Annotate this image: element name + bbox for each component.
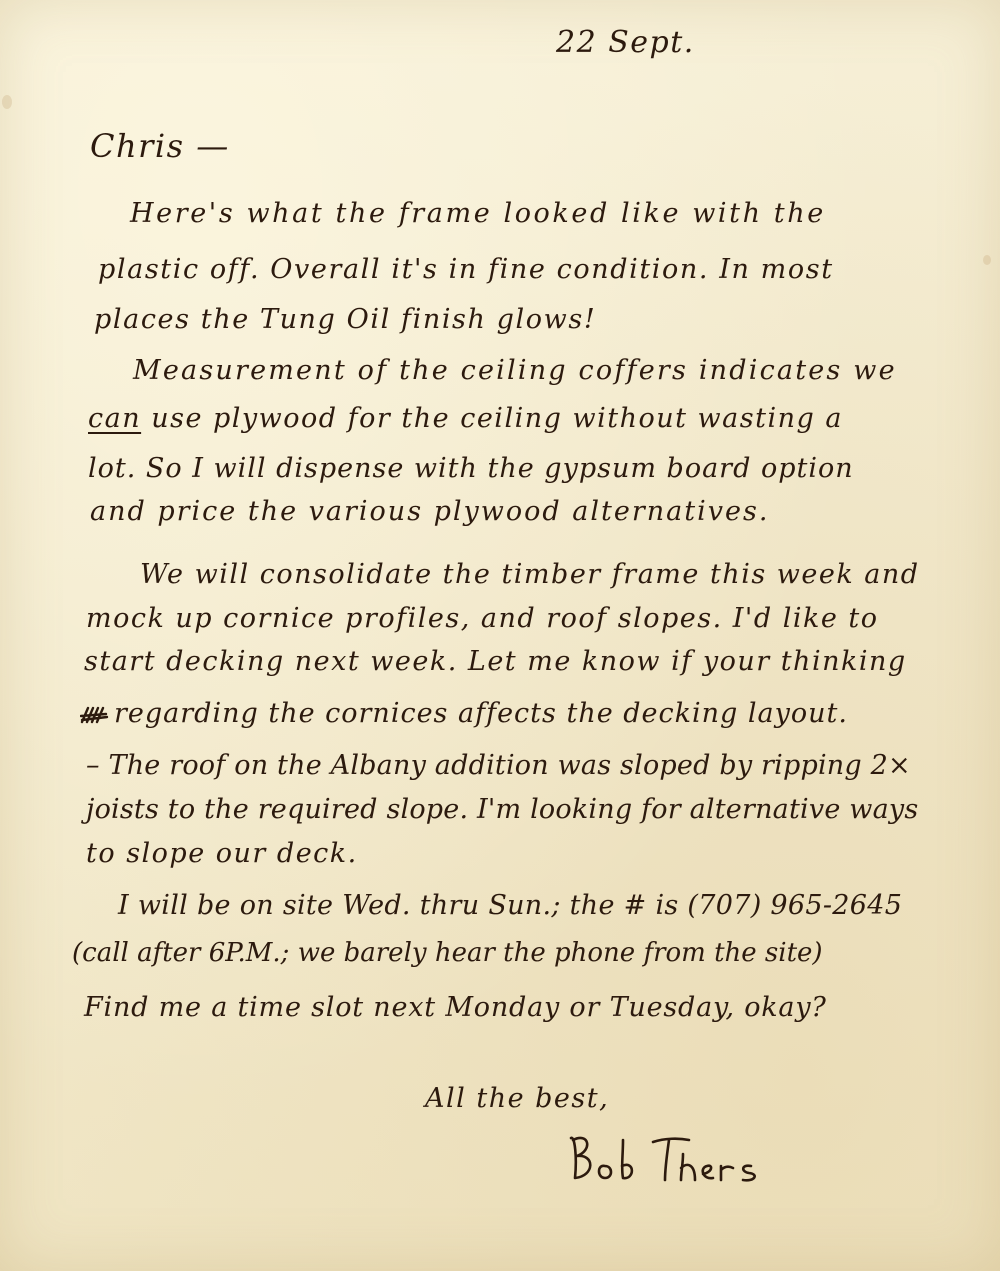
letter-closing: All the best, [425,1083,610,1114]
body-line [80,700,848,727]
body-line-text: use plywood for the ceiling without wasting a [151,403,843,434]
scribble-mark [80,704,110,726]
body-line: We will consolidate the timber frame this week and [140,559,920,590]
body-line: Find me a time slot next Monday or Tuesday, okay? [84,992,827,1023]
body-line: – The roof on the Albany addition was sloped by ripping 2× [86,750,911,781]
body-line: places the Tung Oil finish glows! [94,304,597,335]
body-line: mock up cornice profiles, and roof slopes. I'd like to [86,603,879,634]
body-line [88,405,843,432]
paper-stain [983,255,991,265]
body-line: I will be on site Wed. thru Sun.; the # is (707) 965-2645 [118,890,903,921]
paper-stain [2,95,12,109]
letter-date: 22 Sept. [556,25,695,60]
body-line: joists to the required slope. I'm looking for alternative ways [86,794,919,825]
letter-salutation: Chris — [90,127,230,165]
signature [565,1128,765,1188]
body-line: to slope our deck. [86,838,358,869]
body-line-text: regarding the cornices affects the decking layout. [114,698,848,729]
body-line: lot. So I will dispense with the gypsum board option [88,453,854,484]
body-line: plastic off. Overall it's in fine condition. In most [98,254,834,285]
body-line: (call after 6P.M.; we barely hear the phone from the site) [72,938,823,968]
body-line: start decking next week. Let me know if your thinking [84,646,907,677]
emphasized-word: can [88,403,142,434]
body-line: Here's what the frame looked like with the [130,198,826,229]
body-line: Measurement of the ceiling coffers indicates we [133,355,897,386]
body-line: and price the various plywood alternatives. [90,496,770,527]
